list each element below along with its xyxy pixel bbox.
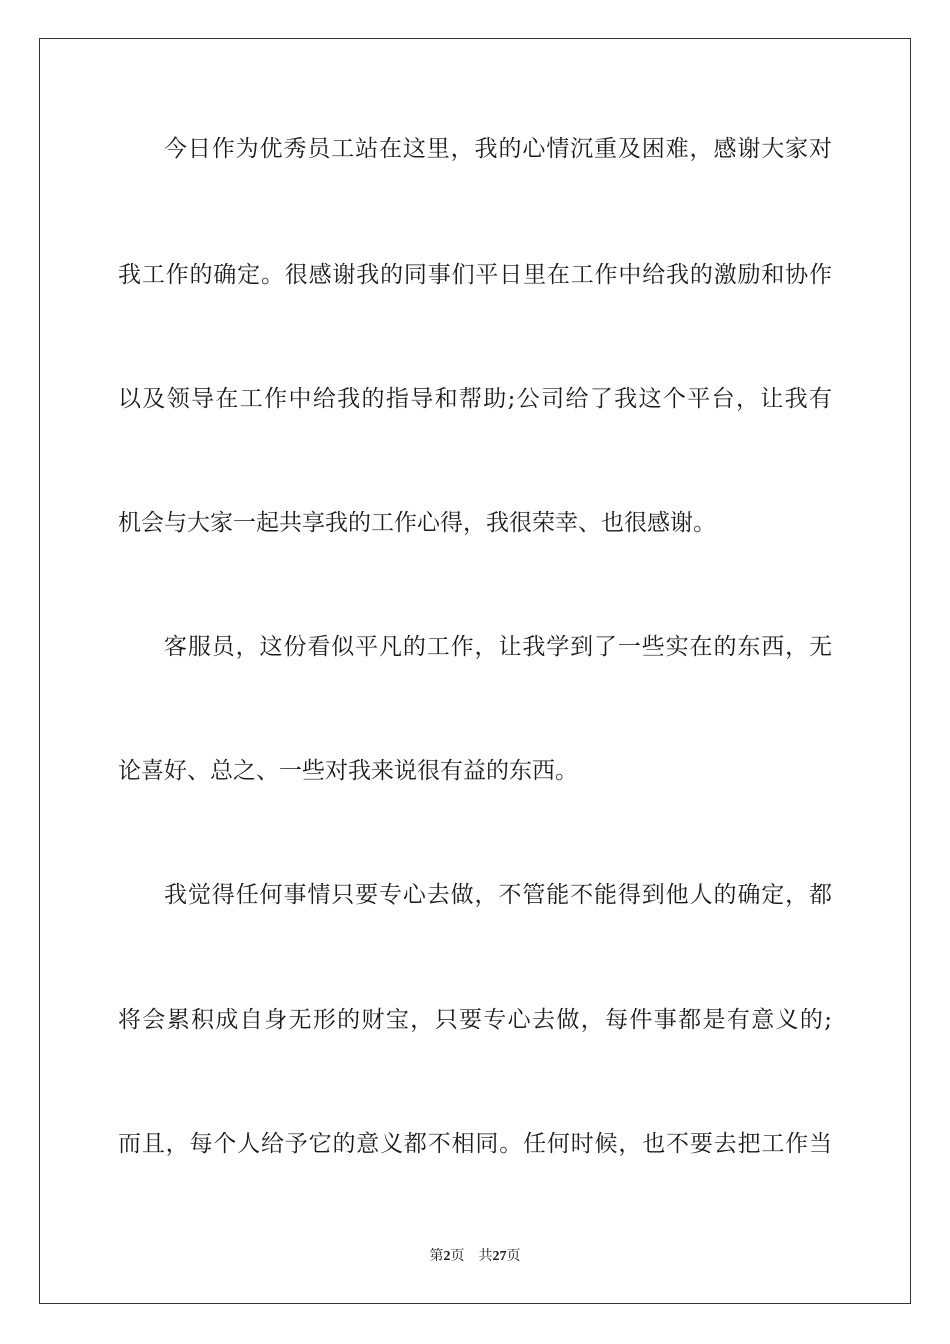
paragraph-1-line-1: 今日作为优秀员工站在这里，我的心情沉重及困难，感谢大家对 <box>164 136 832 162</box>
paragraph-3-line-2: 将会累积成自身无形的财宝，只要专心去做，每件事都是有意义的; <box>118 1007 832 1033</box>
total-suffix: 页 <box>506 1249 521 1264</box>
paragraph-1-line-4: 机会与大家一起共享我的工作心得，我很荣幸、也很感谢。 <box>118 510 716 536</box>
page-prefix: 第 <box>429 1249 444 1264</box>
paragraph-3-line-1: 我觉得任何事情只要专心去做，不管能不能得到他人的确定，都 <box>164 882 832 908</box>
paragraph-2-line-2: 论喜好、总之、一些对我来说很有益的东西。 <box>118 758 578 784</box>
paragraph-1-line-2: 我工作的确定。很感谢我的同事们平日里在工作中给我的激励和协作 <box>118 262 832 288</box>
page-number: 2 <box>443 1249 451 1264</box>
total-prefix: 共 <box>478 1249 493 1264</box>
total-pages: 27 <box>492 1249 507 1264</box>
page-footer <box>0 1248 950 1266</box>
paragraph-1-line-3: 以及领导在工作中给我的指导和帮助;公司给了我这个平台，让我有 <box>118 386 832 412</box>
page-suffix: 页 <box>450 1249 465 1264</box>
paragraph-2-line-1: 客服员，这份看似平凡的工作，让我学到了一些实在的东西，无 <box>164 634 832 660</box>
paragraph-3-line-3: 而且，每个人给予它的意义都不相同。任何时候，也不要去把工作当 <box>118 1131 832 1157</box>
page-border <box>39 38 911 1304</box>
